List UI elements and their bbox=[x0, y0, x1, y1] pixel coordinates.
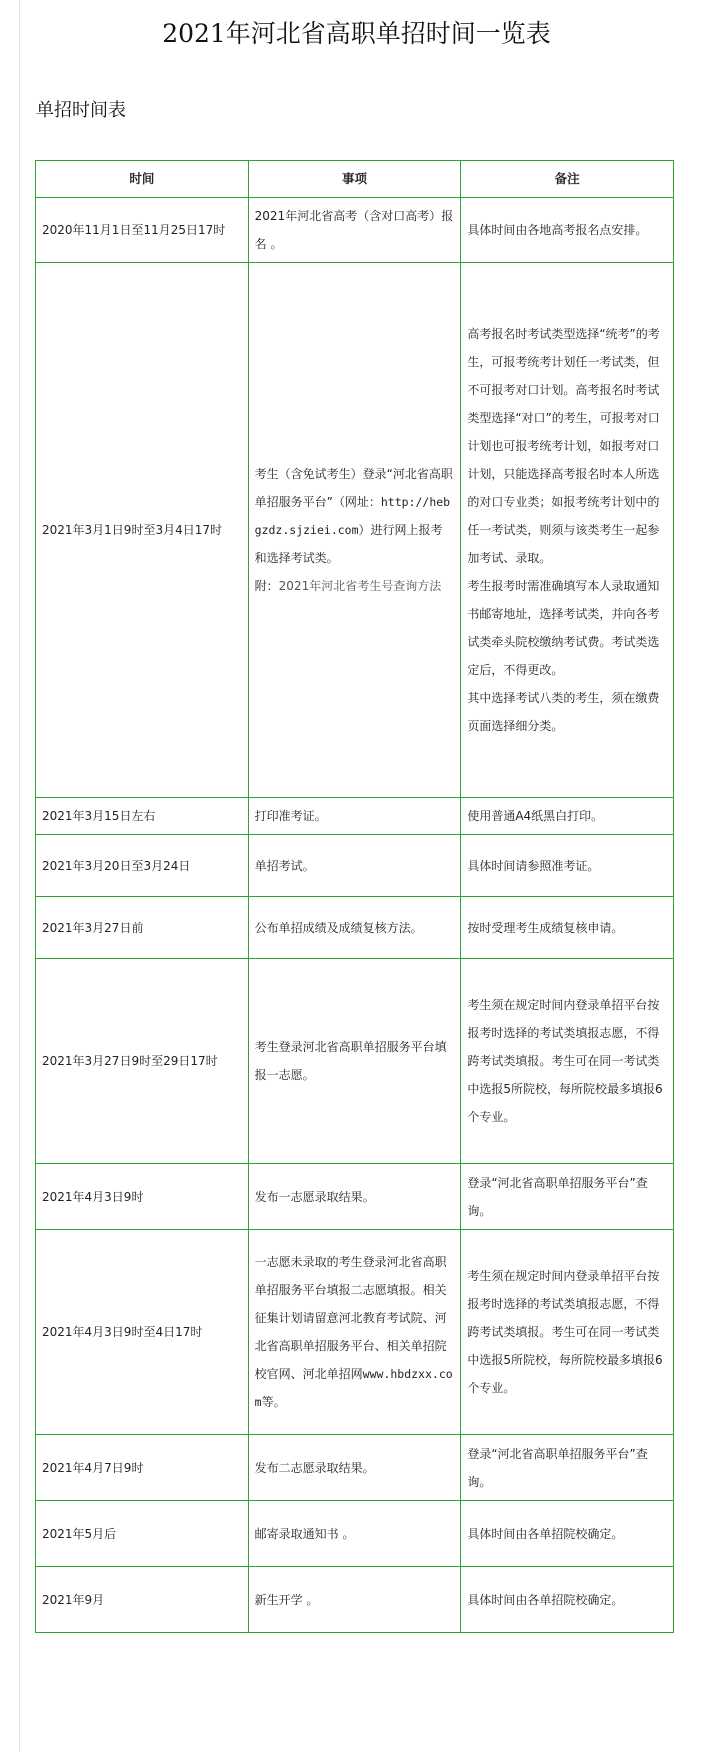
table-row bbox=[36, 1435, 674, 1501]
row-note: 具体时间由各地高考报名点安排。 bbox=[461, 198, 674, 263]
note-paragraph: 考生报考时需准确填写本人录取通知书邮寄地址，选择考试类，并向各考试类牵头院校缴纳考试费。考试类选定后，不得更改。 bbox=[467, 579, 660, 677]
row-note bbox=[461, 263, 674, 798]
left-border-rule bbox=[19, 0, 20, 1752]
attachment-line bbox=[255, 572, 455, 600]
row-note: 具体时间由各单招院校确定。 bbox=[461, 1567, 674, 1633]
row-time: 2021年3月27日9时至29日17时 bbox=[36, 959, 249, 1164]
row-time: 2021年4月7日9时 bbox=[36, 1435, 249, 1501]
header-item: 事项 bbox=[248, 161, 461, 198]
table-header-row bbox=[36, 161, 674, 198]
section-title: 单招时间表 bbox=[36, 100, 126, 121]
table-row bbox=[36, 1501, 674, 1567]
row-time: 2021年4月3日9时 bbox=[36, 1164, 249, 1230]
row-time: 2021年4月3日9时至4日17时 bbox=[36, 1230, 249, 1435]
row-time: 2021年3月1日9时至3月4日17时 bbox=[36, 263, 249, 798]
row-item: 打印准考证。 bbox=[248, 798, 461, 835]
item-text: 一志愿未录取的考生登录河北省高职单招服务平台填报二志愿填报。相关征集计划请留意河北教育考试院、河北省高职单招服务平台、相关单招院校官网、河北单招网 bbox=[254, 1255, 447, 1381]
row-note: 具体时间由各单招院校确定。 bbox=[461, 1501, 674, 1567]
row-item: 单招考试。 bbox=[248, 835, 461, 897]
table-row bbox=[36, 798, 674, 835]
table-row bbox=[36, 1230, 674, 1435]
platform-url[interactable]: http://hebgzdz.sjziei.com bbox=[254, 495, 451, 537]
row-note: 考生须在规定时间内登录单招平台按报考时选择的考试类填报志愿，不得跨考试类填报。考生可在同一考试类中选报5所院校，每所院校最多填报6个专业。 bbox=[461, 959, 674, 1164]
note-paragraph: 高考报名时考试类型选择“统考”的考生，可报考统考计划任一考试类，但不可报考对口计划。高考报名时考试类型选择“对口”的考生，可报考对口计划也可报考统考计划，如报考对口计划，只能选择高考报名时本人所选的对口专业类；如报考统考计划中的任一考试类，则须与该类考生一起参加考试、录取。 bbox=[467, 327, 660, 565]
item-text: ）进行网上报考和选择考试类。 bbox=[254, 523, 443, 565]
note-paragraph: 其中选择考试八类的考生，须在缴费页面选择细分类。 bbox=[467, 691, 660, 733]
table-row bbox=[36, 959, 674, 1164]
row-item: 考生登录河北省高职单招服务平台填报一志愿。 bbox=[248, 959, 461, 1164]
item-text: 等。 bbox=[261, 1395, 286, 1409]
table-row bbox=[36, 198, 674, 263]
attachment-link[interactable]: 2021年河北省考生号查询方法 bbox=[278, 579, 442, 593]
row-item: 新生开学 。 bbox=[248, 1567, 461, 1633]
row-note: 登录“河北省高职单招服务平台”查询。 bbox=[461, 1164, 674, 1230]
item-text: 考生（含免试考生）登录“河北省高职单招服务平台”（网址： bbox=[254, 467, 453, 509]
row-item: 公布单招成绩及成绩复核方法。 bbox=[248, 897, 461, 959]
table-row bbox=[36, 1567, 674, 1633]
header-time: 时间 bbox=[36, 161, 249, 198]
row-time: 2021年5月后 bbox=[36, 1501, 249, 1567]
row-time: 2021年9月 bbox=[36, 1567, 249, 1633]
row-item: 邮寄录取通知书 。 bbox=[248, 1501, 461, 1567]
table-row bbox=[36, 263, 674, 798]
row-item bbox=[248, 263, 461, 798]
row-item bbox=[248, 1230, 461, 1435]
row-time: 2021年3月27日前 bbox=[36, 897, 249, 959]
row-note: 登录“河北省高职单招服务平台”查询。 bbox=[461, 1435, 674, 1501]
attachment-prefix: 附： bbox=[254, 579, 279, 593]
row-time: 2021年3月20日至3月24日 bbox=[36, 835, 249, 897]
row-note: 考生须在规定时间内登录单招平台按报考时选择的考试类填报志愿，不得跨考试类填报。考生可在同一考试类中选报5所院校，每所院校最多填报6个专业。 bbox=[461, 1230, 674, 1435]
row-item: 发布二志愿录取结果。 bbox=[248, 1435, 461, 1501]
row-note: 使用普通A4纸黑白打印。 bbox=[461, 798, 674, 835]
table-row bbox=[36, 835, 674, 897]
row-note: 按时受理考生成绩复核申请。 bbox=[461, 897, 674, 959]
row-item: 2021年河北省高考（含对口高考）报名 。 bbox=[248, 198, 461, 263]
row-time: 2021年3月15日左右 bbox=[36, 798, 249, 835]
page-title: 2021年河北省高职单招时间一览表 bbox=[162, 19, 551, 48]
schedule-table bbox=[35, 160, 674, 1633]
row-item: 发布一志愿录取结果。 bbox=[248, 1164, 461, 1230]
header-note: 备注 bbox=[461, 161, 674, 198]
website-url[interactable]: www.hbdzxx.com bbox=[254, 1367, 453, 1409]
table-row bbox=[36, 897, 674, 959]
row-time: 2020年11月1日至11月25日17时 bbox=[36, 198, 249, 263]
row-note: 具体时间请参照准考证。 bbox=[461, 835, 674, 897]
table-row bbox=[36, 1164, 674, 1230]
